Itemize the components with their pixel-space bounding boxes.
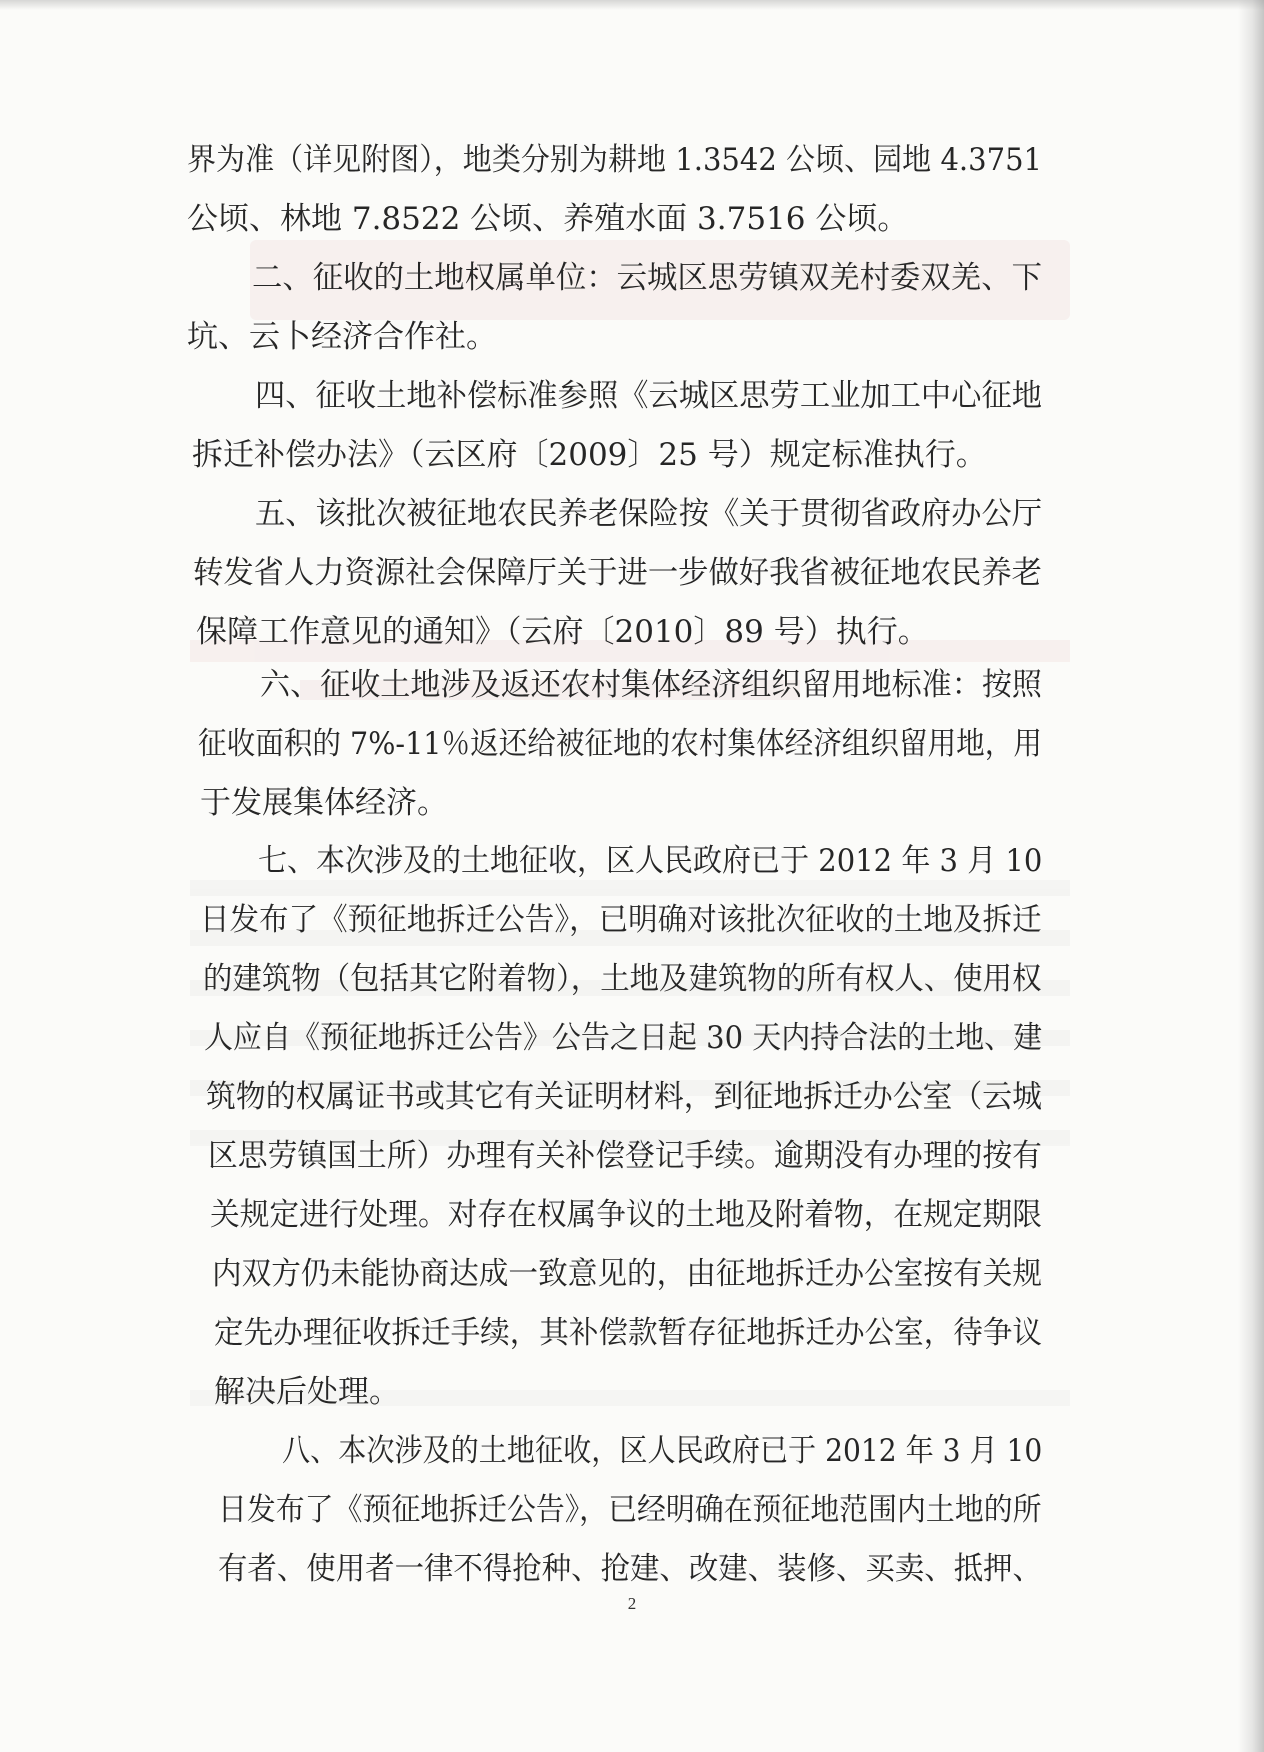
text-line-1: 界为准（详见附图），地类分别为耕地 1.3542 公顷、园地 4.3751 <box>187 142 1043 178</box>
text-line-22: 解决后处理。 <box>214 1374 400 1410</box>
page-number: 2 <box>627 1594 637 1613</box>
text-line-15: 的建筑物（包括其它附着物），土地及建筑物的所有权人、使用权 <box>203 961 1042 997</box>
text-line-17: 筑物的权属证书或其它有关证明材料，到征地拆迁办公室（云城 <box>206 1079 1042 1115</box>
text-line-10: 六、征收土地涉及返还农村集体经济组织留用地标准：按照 <box>260 667 1042 703</box>
text-line-7: 五、该批次被征地农民养老保险按《关于贯彻省政府办公厅 <box>255 496 1042 532</box>
scan-right-edge <box>1238 0 1264 1752</box>
text-line-8: 转发省人力资源社会保障厅关于进一步做好我省被征地农民养老 <box>193 555 1042 591</box>
text-line-3: 二、征收的土地权属单位：云城区思劳镇双羌村委双羌、下 <box>252 260 1042 296</box>
text-line-2: 公顷、林地 7.8522 公顷、养殖水面 3.7516 公顷。 <box>187 201 909 237</box>
text-line-23: 八、本次涉及的土地征收，区人民政府已于 2012 年 3 月 10 <box>282 1433 1043 1469</box>
text-line-24: 日发布了《预征地拆迁公告》，已经明确在预征地范围内土地的所 <box>218 1492 1042 1528</box>
text-line-25: 有者、使用者一律不得抢种、抢建、改建、装修、买卖、抵押、 <box>218 1551 1042 1587</box>
text-line-9: 保障工作意见的通知》（云府〔2010〕89 号）执行。 <box>196 614 929 650</box>
text-line-18: 区思劳镇国土所）办理有关补偿登记手续。逾期没有办理的按有 <box>208 1138 1042 1174</box>
text-line-5: 四、征收土地补偿标准参照《云城区思劳工业加工中心征地 <box>255 378 1042 414</box>
text-line-16: 人应自《预征地拆迁公告》公告之日起 30 天内持合法的土地、建 <box>204 1020 1043 1056</box>
text-line-20: 内双方仍未能协商达成一致意见的，由征地拆迁办公室按有关规 <box>212 1256 1042 1292</box>
text-line-11: 征收面积的 7%-11％返还给被征地的农村集体经济组织留用地，用 <box>198 726 1042 762</box>
text-line-19: 关规定进行处理。对存在权属争议的土地及附着物，在规定期限 <box>210 1197 1042 1233</box>
text-line-14: 日发布了《预征地拆迁公告》，已明确对该批次征收的土地及拆迁 <box>200 902 1042 938</box>
text-line-6: 拆迁补偿办法》（云区府〔2009〕25 号）规定标准执行。 <box>192 437 987 473</box>
scan-top-edge <box>0 0 1264 10</box>
text-line-12: 于发展集体经济。 <box>200 785 448 821</box>
text-line-21: 定先办理征收拆迁手续，其补偿款暂存征地拆迁办公室，待争议 <box>214 1315 1042 1351</box>
text-line-4: 坑、云卜经济合作社。 <box>187 319 497 355</box>
text-line-13: 七、本次涉及的土地征收，区人民政府已于 2012 年 3 月 10 <box>258 843 1043 879</box>
